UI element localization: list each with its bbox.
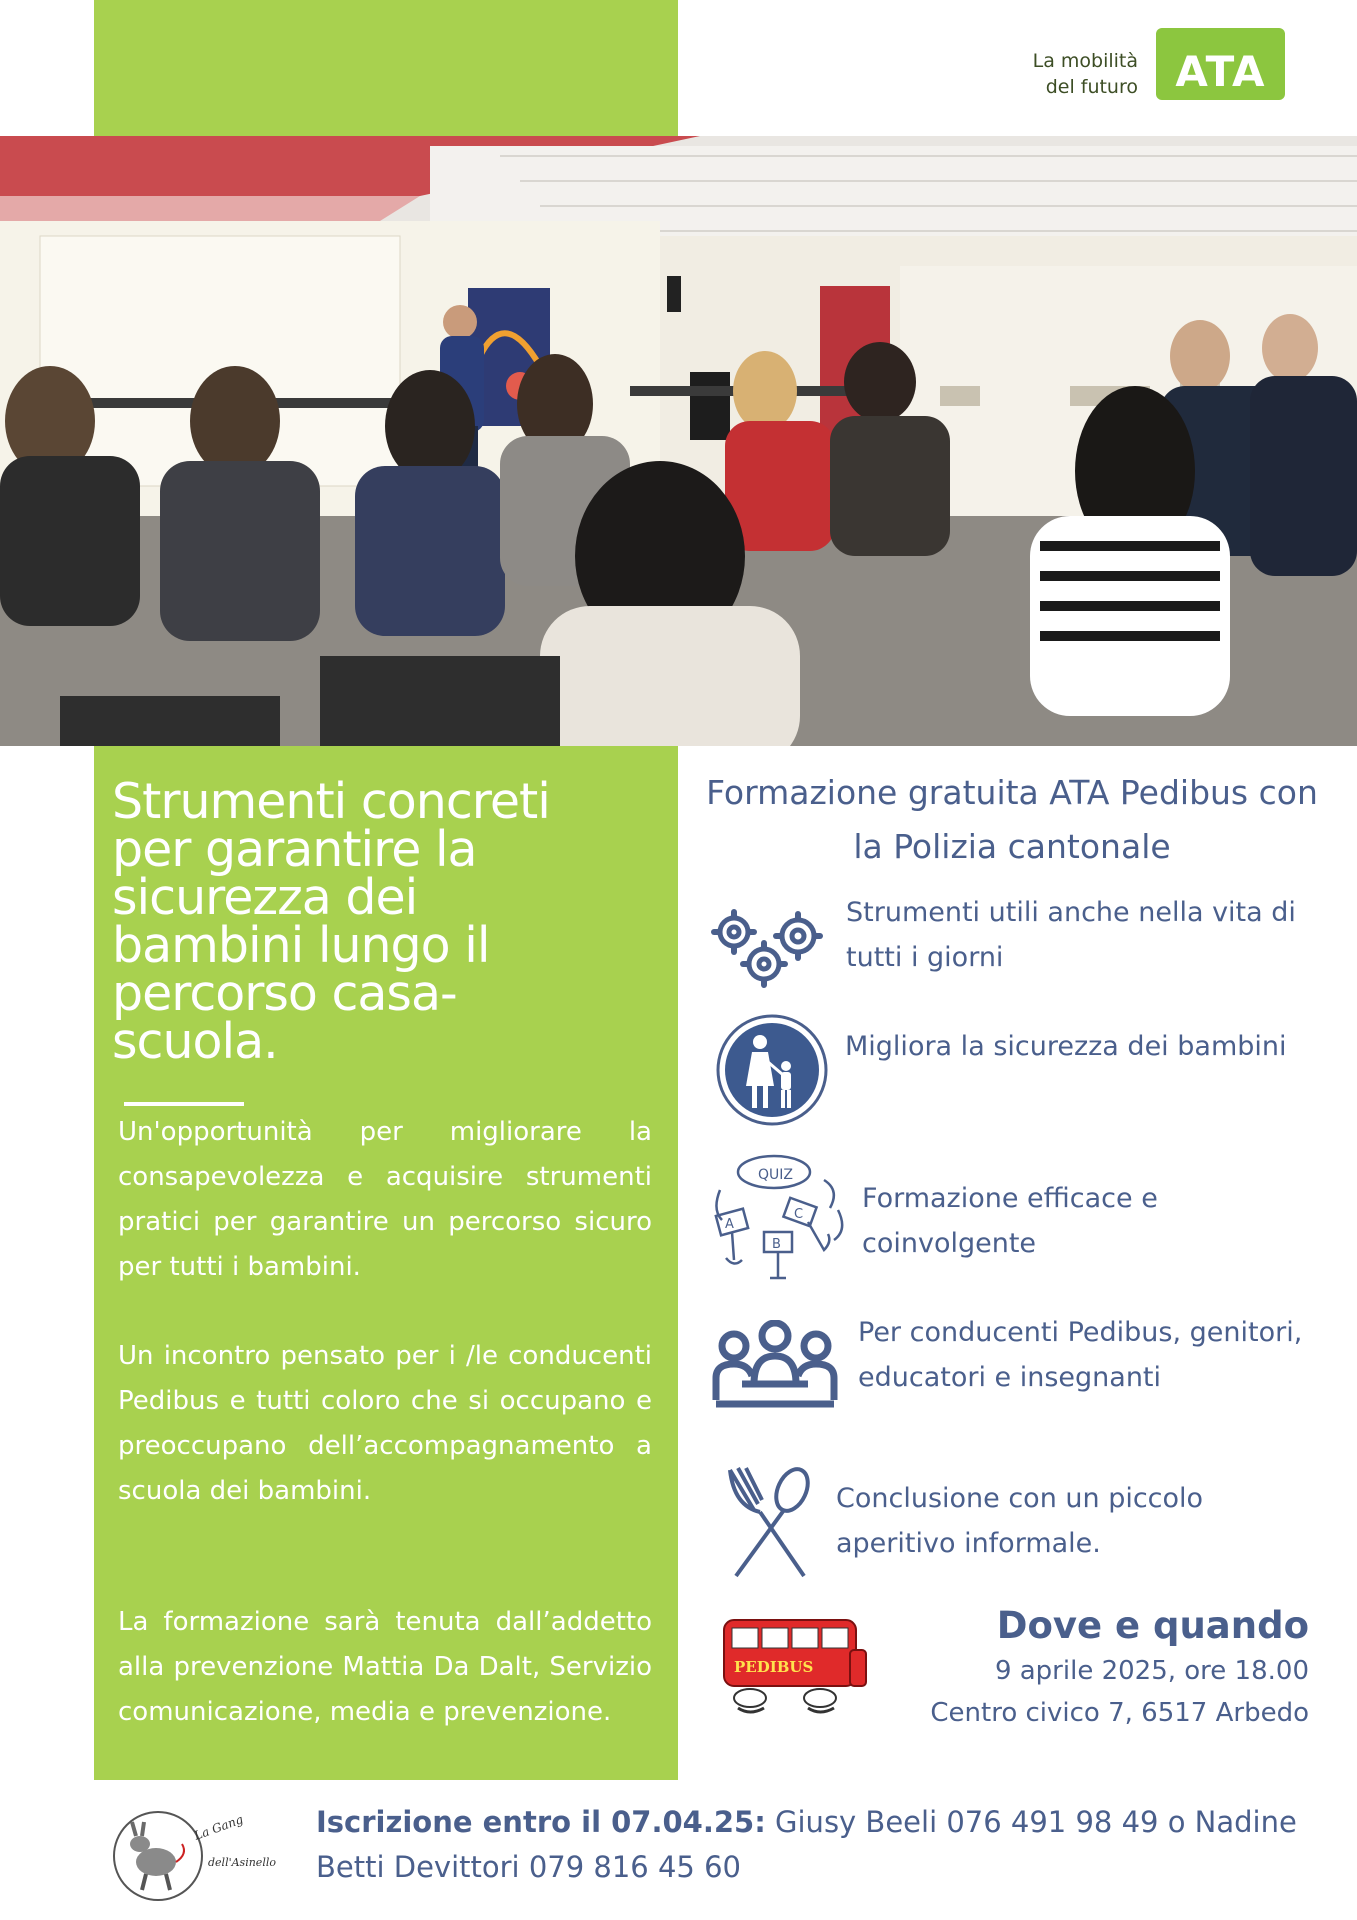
headline-divider <box>124 1102 244 1106</box>
headline: Strumenti concreti per garantire la sicurezza dei bambini lungo il percorso casa-scuola. <box>112 773 550 1070</box>
bus-label: PEDIBUS <box>734 1658 814 1676</box>
event-date: 9 aprile 2025, ore 18.00 <box>994 1656 1309 1686</box>
logo-label-2: dell'Asinello <box>208 1856 276 1869</box>
ata-logo <box>1008 28 1285 100</box>
gang-asinello-logo <box>112 1804 292 1908</box>
intro-paragraph-2: Un incontro pensato per i /le conducenti Pedibus e tutti coloro che si occupano e preoccupano dell’accompagnamento a scuola dei bambini. <box>118 1341 652 1506</box>
training-session-photo <box>0 136 1357 746</box>
logo-tagline: La mobilità del futuro <box>1032 50 1138 98</box>
quiz-bubble-label: QUIZ <box>758 1167 793 1183</box>
feature-text-audience: Per conducenti Pedibus, genitori, educatori e insegnanti <box>858 1317 1303 1393</box>
event-place: Centro civico 7, 6517 Arbedo <box>930 1698 1309 1728</box>
registration-contacts: Giusy Beeli 076 491 98 49 o Nadine Betti Devittori 079 816 45 60 <box>316 1805 1297 1884</box>
intro-paragraph-3: La formazione sarà tenuta dall’addetto alla prevenzione Mattia Da Dalt, Servizio comunicazione, media e prevenzione. <box>118 1607 652 1727</box>
feature-text-training: Formazione efficace e coinvolgente <box>862 1183 1158 1259</box>
quiz-icon <box>712 1150 848 1286</box>
logo-label-1: La Gang <box>192 1812 246 1843</box>
quiz-card-c: C <box>794 1207 804 1222</box>
feature-text-tools: Strumenti utili anche nella vita di tutti i giorni <box>846 897 1296 973</box>
intro-paragraph-1: Un'opportunità per migliorare la consapevolezza e acquisire strumenti pratici per garantire un percorso sicuro per tutti i bambini. <box>118 1117 652 1282</box>
pedestrian-sign-icon <box>716 1014 828 1126</box>
logo-text: ATA <box>1175 47 1266 96</box>
registration-info <box>316 1800 1316 1890</box>
gears-icon <box>708 902 828 992</box>
quiz-card-b: B <box>772 1237 781 1252</box>
feature-text-aperitivo: Conclusione con un piccolo aperitivo informale. <box>836 1483 1204 1559</box>
registration-label: Iscrizione entro il 07.04.25: <box>316 1805 766 1839</box>
pedibus-bus-icon <box>720 1610 870 1720</box>
feature-text-safety: Migliora la sicurezza dei bambini <box>845 1031 1287 1062</box>
cutlery-icon <box>724 1466 814 1580</box>
where-when-title: Dove e quando <box>996 1604 1309 1647</box>
subhead: Formazione gratuita ATA Pedibus con la Polizia cantonale <box>706 773 1318 866</box>
group-icon <box>712 1320 838 1412</box>
top-accent-bar <box>94 0 678 136</box>
quiz-card-a: A <box>725 1217 734 1232</box>
logo-mark <box>1156 28 1285 100</box>
